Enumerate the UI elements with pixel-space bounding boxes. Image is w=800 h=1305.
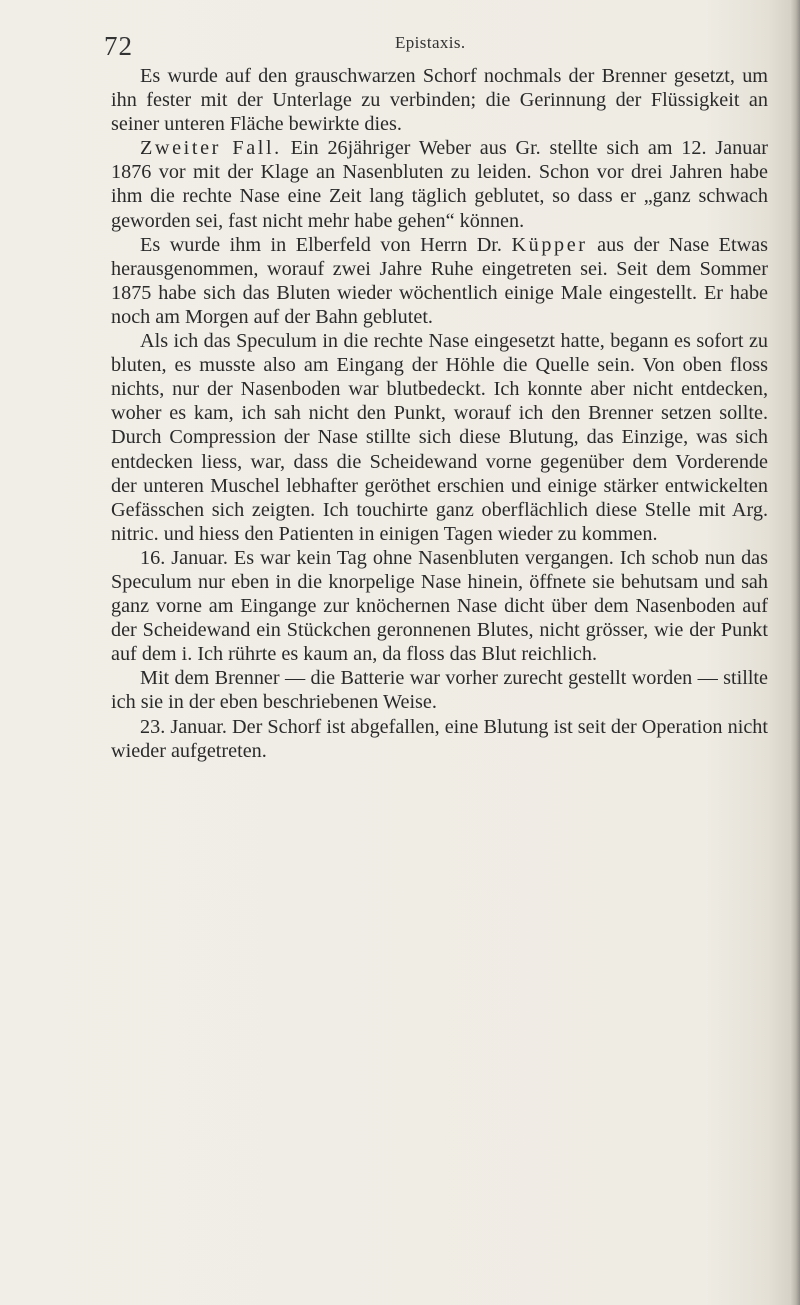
paragraph-6 xyxy=(111,666,768,714)
paragraph-text: 16. Januar. Es war kein Tag ohne Nasenbluten vergangen. Ich schob nun das Speculum nur eben in die knorpelige Nase hinein, öffnete sie behutsam und sah ganz vorne am Eingange zur knöchernen Nase dicht über dem Nasenboden auf der Scheidewand ein Stückchen geronnenen Blutes, nicht grösser, wie der Punkt auf dem i. Ich rührte es kaum an, da floss das Blut reichlich. xyxy=(111,546,768,666)
paragraph-text: Mit dem Brenner — die Batterie war vorher zurecht gestellt worden — stillte ich sie in der eben beschriebenen Weise. xyxy=(111,667,768,714)
running-head: Epistaxis. xyxy=(395,33,466,52)
paragraph-text: Es wurde ihm in Elberfeld von Herrn Dr. xyxy=(140,233,512,256)
paragraph-text: Es wurde auf den grauschwarzen Schorf nochmals der Brenner gesetzt, um ihn fester mit der Unterlage zu verbinden; die Gerinnung der Flüssigkeit an seiner unteren Fläche bewirkte dies. xyxy=(111,65,768,136)
paragraph-text: Als ich das Speculum in die rechte Nase eingesetzt hatte, begann es sofort zu bluten, es musste also am Eingang der Höhle die Quelle sein. Von oben floss nichts, nur der Nasenboden war blutbedeckt. Ich konnte aber nicht entdecken, woher es kam, ich sah nicht den Punkt, worauf ich den Brenner setzen sollte. Durch Compression der Nase stillte sich diese Blutung, das Einzige, was sich entdecken liess, war, dass die Scheidewand vorne gegenüber dem Vorderende der unteren Muschel lebhafter geröthet erschien und einige stärker entwickelten Gefässchen sich zeigten. Ich touchirte ganz oberflächlich diese Stelle mit Arg. nitric. und hiess den Patienten in einigen Tagen wieder zu kommen. xyxy=(111,330,768,545)
paragraph-5 xyxy=(111,546,768,666)
paragraph-1 xyxy=(111,64,768,136)
paragraph-text: 23. Januar. Der Schorf ist abgefallen, eine Blutung ist seit der Operation nicht wieder aufgetreten. xyxy=(111,715,768,762)
paragraph-2 xyxy=(111,136,768,232)
paragraph-4 xyxy=(111,329,768,546)
case-heading: Zweiter Fall. xyxy=(140,137,282,160)
paragraph-text: Ein 26jähriger Weber aus Gr. stellte sich am 12. Januar 1876 vor mit der Klage an Nasenbluten zu leiden. Schon vor drei Jahren habe ihm die rechte Nase eine Zeit lang täglich geblutet, so dass er „ganz schwach geworden sei, fast nicht mehr habe gehen“ können. xyxy=(111,137,768,232)
page-number: 72 xyxy=(104,31,133,61)
page-edge-shadow xyxy=(790,0,800,1305)
body-text xyxy=(111,64,768,763)
paragraph-3 xyxy=(111,233,768,329)
paragraph-7 xyxy=(111,715,768,763)
paragraph-text: aus der Nase Etwas herausgenommen, worauf zwei Jahre Ruhe eingetreten sei. Seit dem Sommer 1875 habe sich das Bluten wieder wöchentlich einige Male eingestellt. Er habe noch am Morgen auf der Bahn geblutet. xyxy=(111,233,768,328)
person-name: Küpper xyxy=(511,233,588,256)
